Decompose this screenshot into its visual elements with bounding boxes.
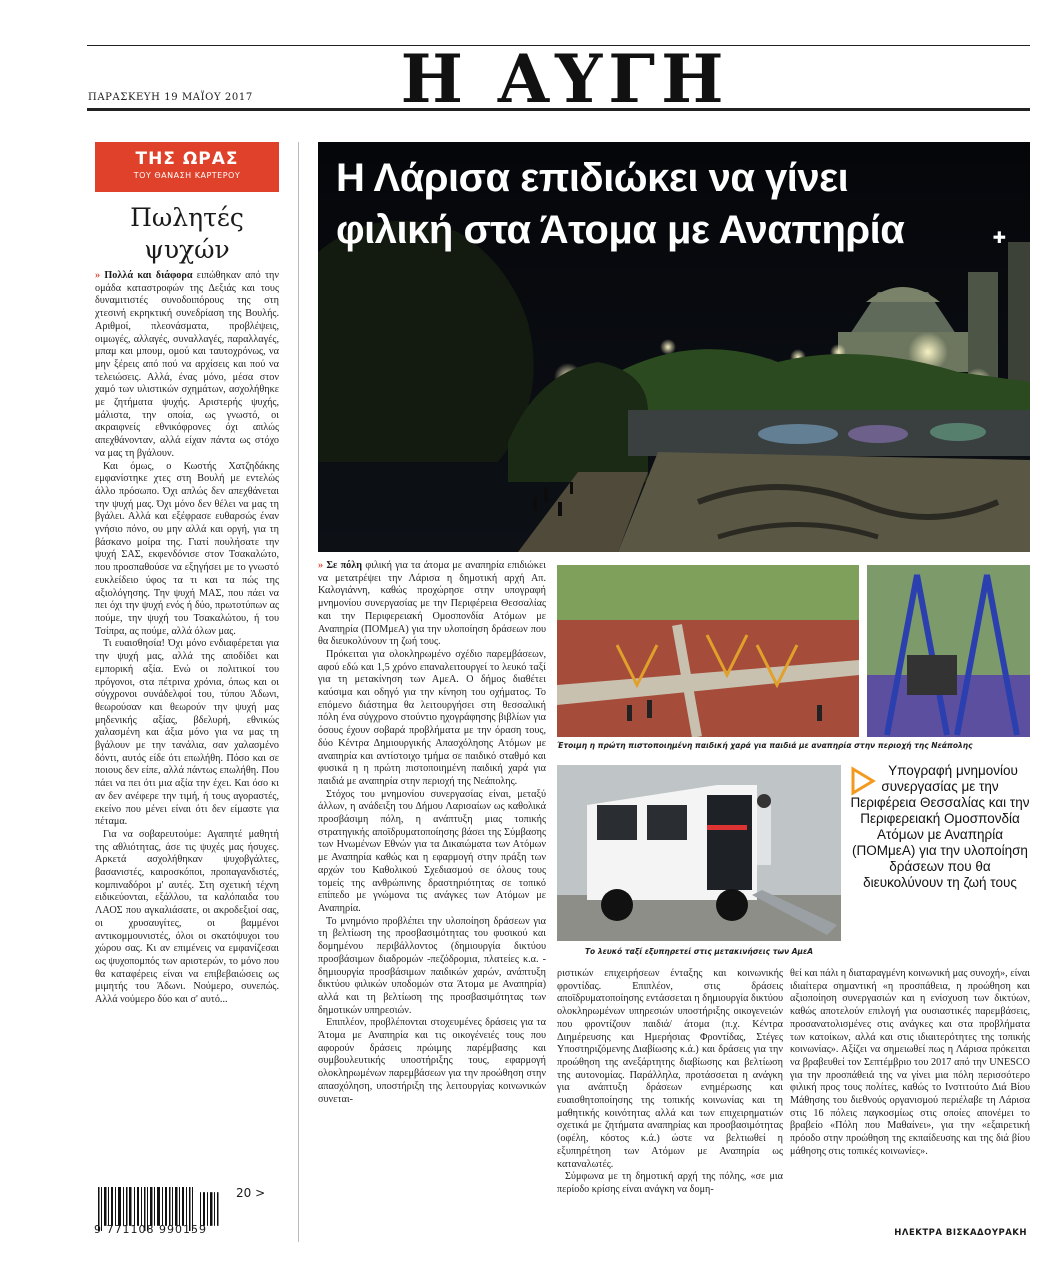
- column-body: [95, 270, 279, 1175]
- plus-icon: ✚: [992, 228, 1006, 247]
- column-header: ΤΗΣ ΩΡΑΣ: [135, 149, 239, 169]
- masthead-title: Η ΑΥΓΗ: [400, 40, 730, 118]
- dateline: ΠΑΡΑΣΚΕΥΗ 19 ΜΑΪΟΥ 2017: [88, 92, 253, 103]
- barcode-number: 9 771108 990159: [94, 1223, 207, 1236]
- playground-illustration: [557, 565, 859, 737]
- column-paragraph-4: Για να σοβαρευτούμε: Αγαπητέ μαθητή της αθλιότητας, άσε τις ψυχές μας ήσυχες. Αρκετά ασχολήθηκαν ψυχοβγάλτες, βασανιστές, καιροσκόποι, προπαγανδιστές, κομπιναδόροι μ' αυτές. Στη σχετική τέχνη ειδικεύονται, εξάλλου, τα καλόπαιδα του ΛΑΟΣ που αγκαλιάσατε, οι ακροδεξιοί σας, οι χρυσαυγίτες, οι βαμμένοι αντικομμουνιστές, όλοι οι σκατόψυχοι του χώρου σας. Κι αν επιμένεις να εμφανίζεσαι ως ψυχοπομπός των αριστερών, το μόνο που θα καταφέρεις είναι να επιβεβαιώσεις ως μιμητής του Άδωνι. Νούμερο, συνεπώς. Αλλά νούμερο δύο και σ' αυτό...: [95, 828, 279, 1006]
- article-headline: [336, 152, 1016, 256]
- column-header-box: [95, 142, 279, 192]
- article-column-3: [790, 968, 1030, 1226]
- article-lead: Σε πόλη: [326, 560, 363, 571]
- swing-photo: [867, 565, 1030, 737]
- column-paragraph-3: Τι ευαισθησία! Όχι μόνο ενδιαφέρεται για την ψυχή μας, αλλά της αποδίδει και εμπορική αξία. Ενώ οι πολιτικοί του πρόγονοι, στα πέτρινα χρόνια, όπως και οι σύγχρονοι συνάδελφοί του, τύπου Άδωνι, θεωρούσαν και θεωρούν την ψυχή μας μηδενικής αξίας, βδελυρή, εθνικώς χαλασμένη και άξια μόνο για να μας τη βγάλουν με την τανάλια, σαν χαλασμένο δόντι, αυτός είδε ότι επωλήθη. Πόσο και σε ποιους δεν είπε, αλλά πάντως επωλήθη. Που πάει να πει ότι μια αξία την έχει. Και όσο κι αν δεν ανέφερε την τιμή, ή τους αγοραστές, εκείνο που μένει είναι ότι δεν είμαστε για πέταμα.: [95, 638, 279, 828]
- column-author: ΤΟΥ ΘΑΝΑΣΗ ΚΑΡΤΕΡΟΥ: [133, 171, 241, 180]
- white-taxi-illustration: [557, 765, 841, 941]
- column-title-line1: Πωλητές: [130, 203, 244, 232]
- headline-line1: Η Λάρισα επιδιώκει να γίνει: [336, 156, 849, 200]
- pullquote: Υπογραφή μνημονίου συνεργασίας με την Περιφέρεια Θεσσαλίας και την Περιφερειακή Ομοσπονδία Ατόμων με Αναπηρία (ΠΟΜμεΑ) για την υλοποίηση δράσεων που θα διευκολύνουν τη ζωή τους: [850, 763, 1030, 890]
- article-c1-p2: Στόχος του μνημονίου συνεργασίας είναι, μεταξύ άλλων, η ανάδειξη του Δήμου Λαρισαίων ως καθολικά προσβάσιμη πόλη, η ανάπτυξη μιας τοπικής στρατηγικής αποϊδρυματοποίησης βάσει της Σύμβασης των Ηνωμένων Εθνών για τα Δικαιώματα των Ατόμων με Αναπηρία καθώς και η εφαρμογή στην πράξη των αρχών του Καθολικού Σχεδιασμού σε όλους τους τομείς της ανθρώπινης δραστηριότητας σε τοπικό επίπεδο με γνώμονα τις ανάγκες των Ατόμων με Αναπηρία.: [318, 788, 546, 914]
- article-column-1: [318, 560, 546, 1242]
- playground-photo: [557, 565, 859, 737]
- article-c1-p0: φιλική για τα άτομα με αναπηρία επιδιώκει να μετατρέψει την Λάρισα η δημοτική αρχή Απ. Καλογιάννη, καθώς προχώρησε στην υπογραφή μνημονίου συνεργασίας με την Περιφέρεια Θεσσαλίας και την Περιφερειακή Ομοσπονδία Ατόμων με Αναπηρία (ΠΟΜμεΑ) για την υλοποίηση δράσεων που θα διευκολύνουν τη ζωή τους.: [318, 560, 546, 648]
- article-c2-p1: Σύμφωνα με τη δημοτική αρχή της πόλης, «σε μια περίοδο κρίσης είναι ανάγκη να δομη-: [557, 1171, 783, 1195]
- column-lead: Πολλά και διάφορα: [104, 270, 193, 281]
- article-c2-p0: ριστικών επιχειρήσεων ένταξης και κοινωνικής φροντίδας. Επιπλέον, στις δράσεις αποϊδρυματοποίησης εντάσσεται η δημιουργία δικτύου ολοκληρωμένων υπηρεσιών υποστήριξης οικογενειών που φροντίζουν παιδιά/ άτομα (π.χ. Κέντρα Διημέρευσης και Ημερήσιας Φροντίδας, Στέγες Υποστηριζόμενης Διαβίωσης κ.ά.) και δράσεις για την προώθηση της ανεξάρτητης διαβίωσης και βελτίωση της αυτονομίας. Παράλληλα, προτάσσεται η ανάγκη για ανάπτυξη δράσεων ενημέρωσης και ευαισθητοποίησης της τοπικής κοινωνίας και τη μαθητικής κοινότητας αλλά και των επιχειρηματιών σχετικά με ζητήματα αναπηρίας και προσβασιμότητας (οφέλη, κόστος κ.ά.) ώστε να βελτιωθεί η εξυπηρέτηση των Ατόμων με Αναπηρία ως καταναλωτές.: [557, 968, 783, 1170]
- barcode-arrow: >: [255, 1186, 266, 1200]
- column-paragraph-1: ειπώθηκαν από την ομάδα καταστροφών της Δεξιάς και τους δυναμιτιστές συνοδοιπόρους της στη χτεσινή εκρηκτική συνεδρίαση της Βουλής. Αριθμοί, πλεονάσματα, προβλέψεις, οιμωγές, αλλαγές, συναλλαγές, παραλλαγές, μπαμ και μπουμ, ομού και ταυτοχρόνως, να μην ξέρεις από πού να αρχίσεις και πού να τελειώσεις. Αλλά, ένας μόνο, μέσα στον χαμό των υλιστικών σχημάτων, ασχολήθηκε με ζητήματα ψυχής. Αριστερής ψυχής, μάλιστα, την οποία, ως γνωστό, οι ακραιφνείς εθνικόφρονες όχι απλώς απεχθάνονταν, αλλά είχαν πάντα ως στόχο να μας τη βγάλουν.: [95, 270, 279, 459]
- article-lead-paragraph: [318, 560, 546, 649]
- article-signature: ΗΛΕΚΤΡΑ ΒΙΣΚΑΔΟΥΡΑΚΗ: [894, 1228, 1027, 1238]
- article-column-2: [557, 968, 783, 1242]
- chevron-icon: »: [318, 560, 324, 571]
- column-separator: [298, 142, 299, 1242]
- taxi-photo: [557, 765, 841, 941]
- column-title-line2: ψυχών: [144, 235, 230, 264]
- column-paragraph-2: Και όμως, ο Κωστής Χατζηδάκης εμφανίστηκε χτες στη Βουλή με εντελώς άλλο πρόσωπο. Όχι απλώς δεν απεχθάνεται την ψυχή μας. Όχι μόνο δεν θέλει να μας τη βγάλει. Αλλά και εξέφρασε ευθαρσώς έναν γνήσιο πόνο, ου μην αλλά και οργή, για τη βάσκανο μοίρα της. Γιατί πουλήσατε την ψυχή ΣΑΣ, εκφενδόνισε στον Τσακαλώτο, που προσπαθούσε να εξηγήσει με το γνωστό ευκλείδειο ύφος τα τι και τα πώς της αξιολόγησης. Την ψυχή ΜΑΣ, που πάει να πει όχι την ψυχή ενός ή δύο, πρωτοτύπων ας πούμε, την ψυχή του Τσακαλώτου, ή του Τσίπρα, ας πούμε, αλλά όλων μας.: [95, 460, 279, 637]
- article-c1-p4: Επιπλέον, προβλέπονται στοχευμένες δράσεις για τα Άτομα με Αναπηρία και τις οικογένειές τους που αφορούν δράσεις πρώιμης παρέμβασης και συμβουλευτικής υποστήριξης τους, εφαρμογή ολοκληρωμένων παρεμβάσεων για την προώθηση στην απασχόληση, υποστήριξη της λειτουργίας κοινωνικών συνεται-: [318, 1017, 546, 1105]
- barcode-issue: [236, 1186, 265, 1200]
- caption-taxi: Το λευκό ταξί εξυπηρετεί στις μετακινήσεις των ΑμεΑ: [584, 947, 814, 956]
- chevron-icon: »: [95, 270, 101, 281]
- article-c1-p1: Πρόκειται για ολοκληρωμένο σχέδιο παρεμβάσεων, αφού εδώ και 1,5 χρόνο επαναλειτουργεί το λευκό ταξί για τη μετακίνηση των ΑμεΑ. Ο δήμος διαθέτει καύσιμα και οδηγό για την κίνηση του οχήματος. Το επόμενο διάστημα θα λειτουργήσει στη θεσσαλική πόλη ένα σύγχρονο στούντιο ηχογράφησης βιβλίων για όσους έχουν σοβαρά προβλήματα με την όραση τους, δύο Κέντρα Δημιουργικής Απασχόλησης Ατόμων με αναπηρία και αντίστοιχο τμήμα σε παιδικό σταθμό και φυσικά η η πρώτη πιστοποιημένη παιδική χαρά για παιδιά με αναπηρία στην περιοχή της Νεάπολης.: [318, 648, 546, 787]
- swing-illustration: [867, 565, 1030, 737]
- column-paragraph: [95, 270, 279, 461]
- column-title: [95, 202, 279, 266]
- headline-line2: φιλική στα Άτομα με Αναπηρία: [336, 208, 905, 252]
- article-c3-p0: θεί και πάλι η διαταραγμένη κοινωνική μας συνοχή», είναι ιδιαίτερα σημαντική «η προσπάθεια, η προώθηση και αξιοποίηση συνεργασιών και η ενίσχυση των δικτύων, καθώς αποτελούν επιλογή για ουσιαστικές παρεμβάσεις, προσανατολισμένες στις ανάγκες και στα προβλήματα των κατοίκων, αλλά και στις ιδιαιτερότητες της τοπικής κοινωνίας». Αξίζει να σημειωθεί πως η Λάρισα πρόκειται να βραβευθεί τον Σεπτέμβριο του 2017 από την UNESCO για την προσπάθειά της να γίνει μια πόλη περισσότερο φιλική προς τους πολίτες, καθώς το Ινστιτούτο Διά Βίου Μάθησης του διεθνούς οργανισμού περιέλαβε τη Λάρισα στις 16 πόλεις παγκοσμίως στις οποίες απονέμει το βραβείο «Πόλη που Μαθαίνει», για την «εξαιρετική πρόοδο στην προώθηση της εκπαίδευσης και της διά βίου μάθησης στις τοπικές κοινωνίες».: [790, 968, 1030, 1157]
- article-c1-p3: Το μνημόνιο προβλέπει την υλοποίηση δράσεων για τη βελτίωση της προσβασιμότητας του φυσικού και δομημένου περιβάλλοντος (δημιουργία δικτύου προσβάσιμων διαδρομών -πεζόδρομια, πλατείες κ.α. - δημιουργία προσβάσιμων παιδικών χαρών, ανάπτυξη δικτύου φιλικών υποδομών στα Άτομα με Αναπηρία) αλλά και τη βελτίωση της προσβασιμότητας των δημοτικών υπηρεσιών.: [318, 915, 546, 1016]
- barcode-issue-number: 20: [236, 1186, 252, 1200]
- caption-playground: Έτοιμη η πρώτη πιστοποιημένη παιδική χαρά για παιδιά με αναπηρία στην περιοχή της Νεάπολης: [557, 741, 973, 750]
